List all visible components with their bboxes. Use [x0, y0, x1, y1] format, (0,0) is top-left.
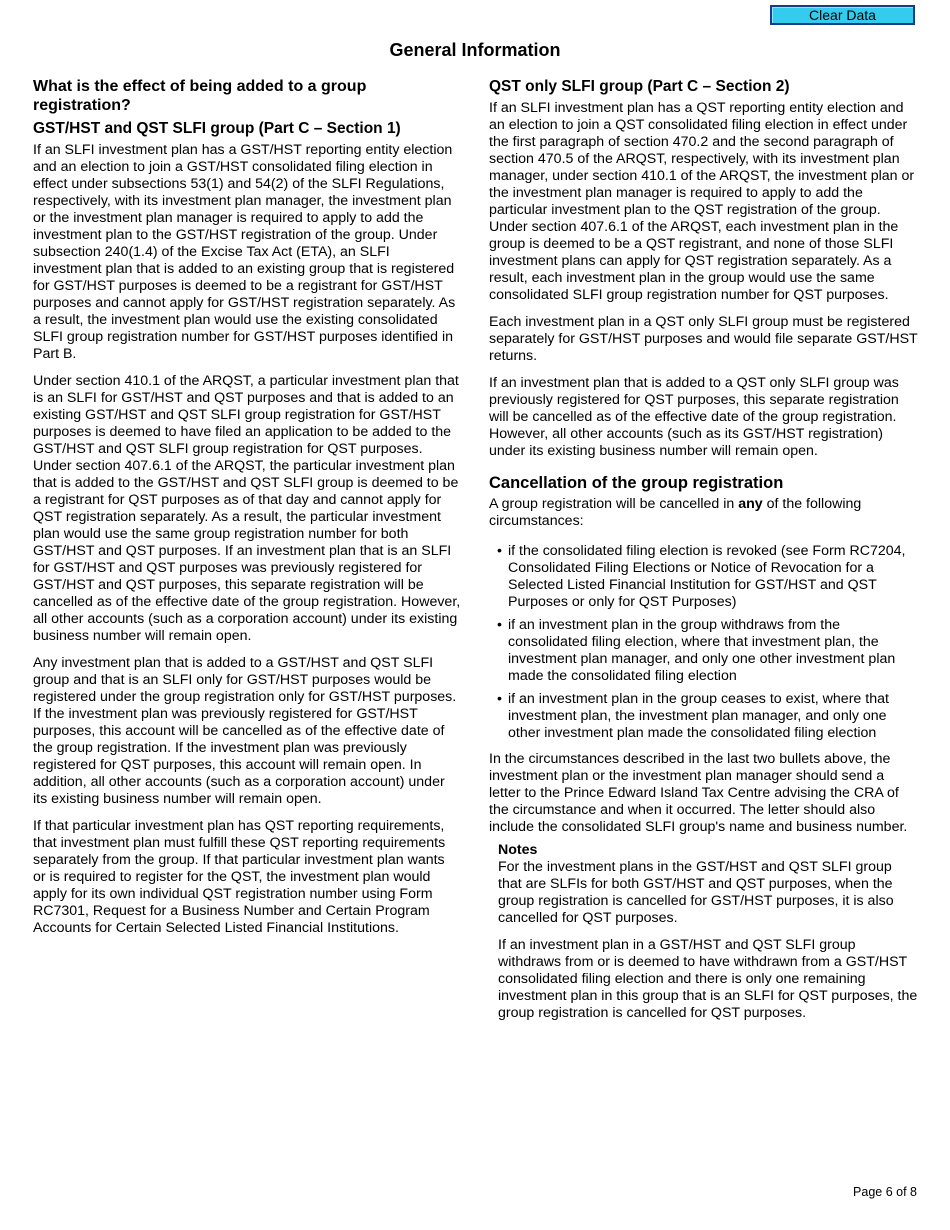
paragraph: If an investment plan that is added to a QST only SLFI group was previously registered for QST purposes, this separate registration will be cancelled as of the effective date of the group registration. However, all other accounts (such as its GST/HST registration) under its existing business number will remain open.	[489, 375, 899, 459]
paragraph: Any investment plan that is added to a GST/HST and QST SLFI group and that is an SLFI only for GST/HST purposes would be registered under the group registration only for GST/HST purposes. If the investment plan was previously registered for GST/HST purposes, this account will be cancelled as of the effective date of the group registration. If the investment plan was previously registered for QST purposes, this account will remain open. In addition, all other accounts (such as a corporation account) under its existing business number will remain open.	[33, 655, 457, 807]
page-number: Page 6 of 8	[853, 1185, 917, 1199]
paragraph: If that particular investment plan has QST reporting requirements, that investment plan must fulfill these QST reporting requirements separately from the group. If that particular investment plan wants or is required to register for the QST, the investment plan would apply for its own individual QST registration number using Form RC7301, Request for a Business Number and Certain Program Accounts for Certain Selected Listed Financial Institutions.	[33, 818, 446, 936]
cancellation-heading: Cancellation of the group registration	[489, 474, 784, 492]
list-item: • if an investment plan in the group withdraws from the consolidated filing election, where that investment plan, the investment plan manager, and only one other investment plan made the consolidated filing election	[497, 617, 896, 684]
cancellation-bullet-list	[489, 543, 919, 742]
paragraph: In the circumstances described in the last two bullets above, the investment plan or the investment plan manager should send a letter to the Prince Edward Island Tax Centre advising the CRA of the circumstance and when it occurred. The letter should also include the consolidated SLFI group's name and business number.	[489, 751, 908, 835]
note-paragraph: For the investment plans in the GST/HST and QST SLFI group that are SLFIs for both GST/HST and QST purposes, when the group registration is cancelled for GST/HST purposes, it is also cancelled for QST purposes.	[498, 859, 894, 926]
right-column	[489, 77, 919, 1032]
list-item: • if an investment plan in the group ceases to exist, where that investment plan, the investment plan manager, and only one other investment plan made the consolidated filing election	[497, 691, 889, 741]
notes-title: Notes	[498, 842, 538, 858]
paragraph: Each investment plan in a QST only SLFI group must be registered separately for GST/HST purposes and would file separate GST/HST returns.	[489, 314, 918, 364]
notes-block	[498, 842, 919, 1022]
note-paragraph: If an investment plan in a GST/HST and QST SLFI group withdraws from or is deemed to have withdrawn from a GST/HST consolidated filing election and there is only one remaining investment plan in this group that is an SLFI for QST purposes, the group registration is cancelled for QST purposes.	[498, 937, 918, 1021]
left-column	[33, 77, 461, 947]
list-item: • if the consolidated filing election is revoked (see Form RC7204, Consolidated Filing Elections or Notice of Revocation for a Selected Listed Financial Institution for GST/HST and QST Purposes or only for QST Purposes)	[497, 543, 906, 610]
section-1-heading: GST/HST and QST SLFI group (Part C – Section 1)	[33, 120, 401, 137]
page-title: General Information	[389, 40, 561, 60]
clear-data-button[interactable]: Clear Data	[770, 5, 915, 25]
section-2-heading: QST only SLFI group (Part C – Section 2)	[489, 78, 790, 95]
question-heading: What is the effect of being added to a group registration?	[33, 78, 367, 114]
cancellation-intro: A group registration will be cancelled in any of the following circumstances:	[489, 496, 862, 529]
paragraph: Under section 410.1 of the ARQST, a particular investment plan that is an SLFI for GST/HST and QST purposes and that is added to an existing GST/HST and QST SLFI group registration for GST/HST purposes is deemed to have filed an application to be added to the GST/HST and QST SLFI group registration for QST purposes. Under section 407.6.1 of the ARQST, the particular investment plan that is added to the GST/HST and QST SLFI group is deemed to be a registrant for QST purposes as of that day and cannot apply for QST registration separately. As a result, the particular investment plan would use the same group registration number for both GST/HST and QST purposes. If an investment plan that is an SLFI for GST/HST and QST purposes was previously registered for GST/HST and QST purposes, this separate registration will be cancelled as of the effective date of the group registration. However, all other accounts (such as a corporation account) under its existing business number will remain open.	[33, 373, 461, 644]
paragraph: If an SLFI investment plan has a QST reporting entity election and an election to join a QST consolidated filing election in effect under the first paragraph of section 470.2 and the second paragraph of section 470.5 of the ARQST, respectively, with its investment plan manager, under section 410.1 of the ARQST, the investment plan or the investment plan manager is required to apply to add the particular investment plan to the QST registration of the group. Under section 407.6.1 of the ARQST, each investment plan in the group is deemed to be a QST registrant, and none of those SLFI investment plans can apply for QST registration separately. As a result, each investment plan in the group would use the same consolidated SLFI group registration number for QST purposes.	[489, 100, 915, 303]
paragraph: If an SLFI investment plan has a GST/HST reporting entity election and an election to join a GST/HST consolidated filing election in effect under subsections 53(1) and 54(2) of the SLFI Regulations, respectively, with its investment plan manager, the investment plan or the investment plan manager is required to apply to add the investment plan to the GST/HST registration of the group. Under subsection 240(1.4) of the Excise Tax Act (ETA), an SLFI investment plan that is added to an existing group that is registered for GST/HST purposes is deemed to be a registrant for GST/HST purposes and cannot apply for GST/HST registration separately. As a result, the investment plan would use the existing consolidated SLFI group registration number for GST/HST purposes identified in Part B.	[33, 142, 456, 362]
